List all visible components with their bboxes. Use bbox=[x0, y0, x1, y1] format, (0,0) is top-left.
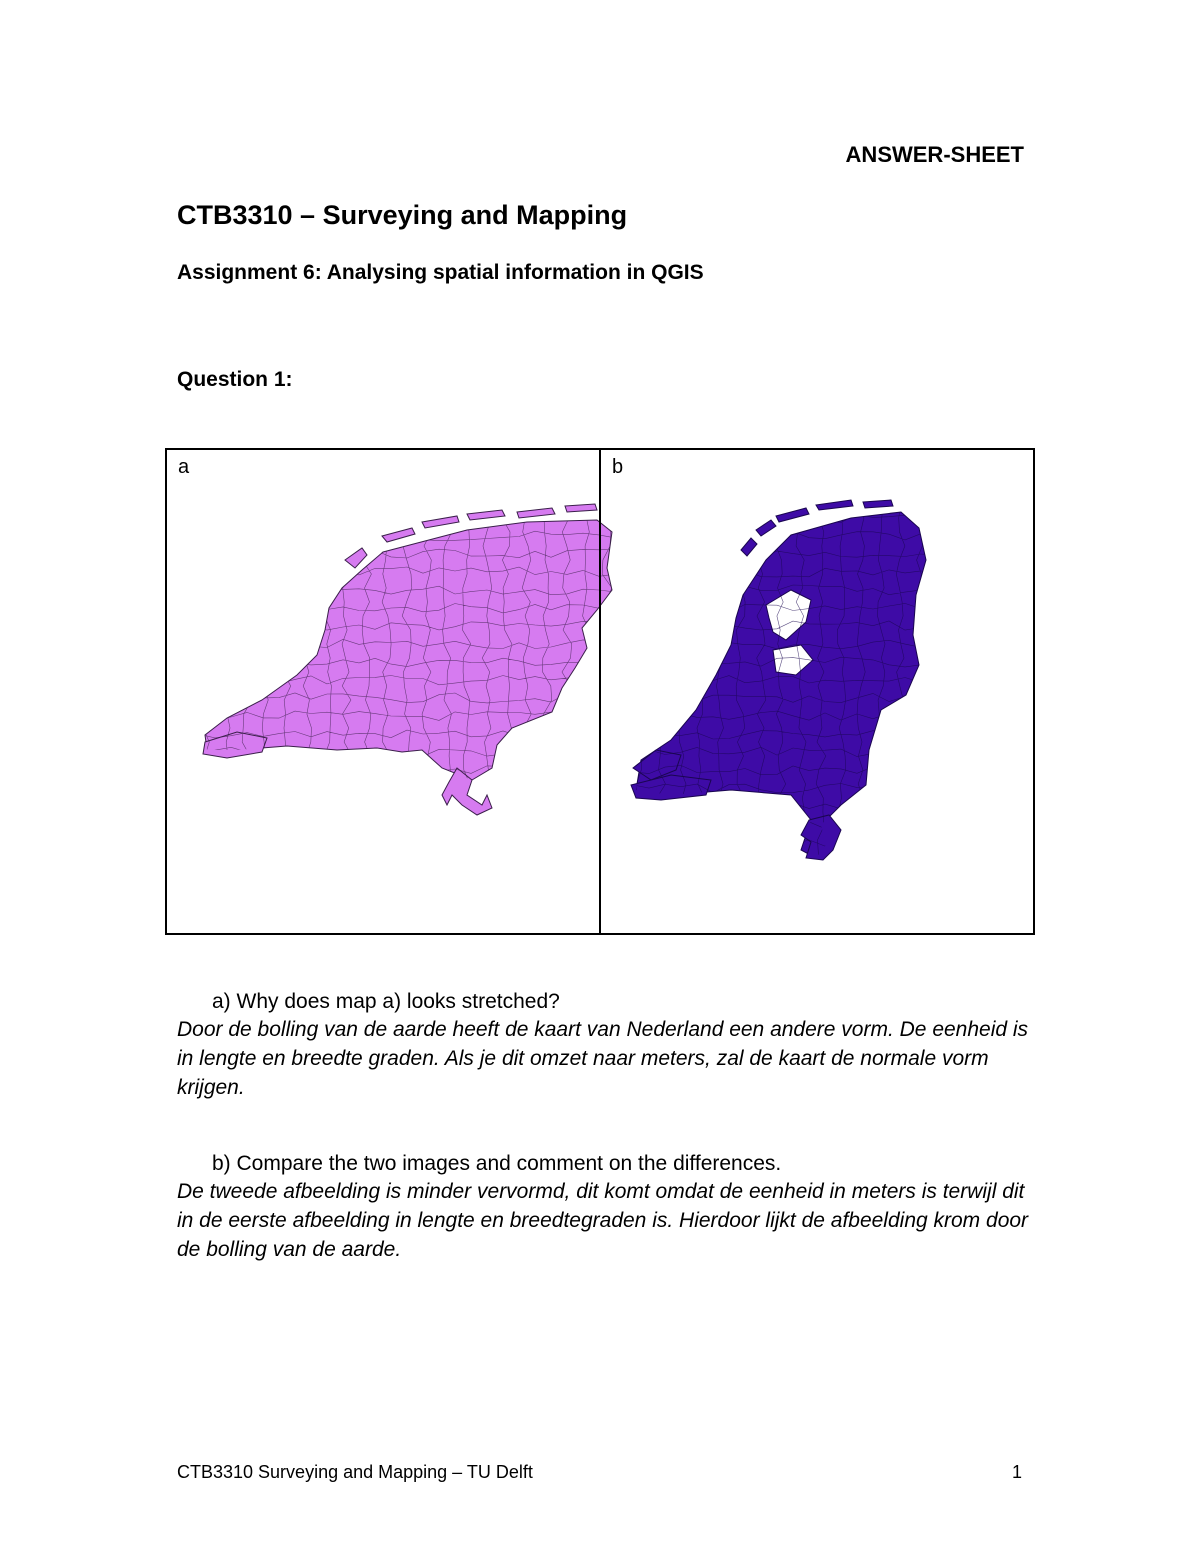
course-title: CTB3310 – Surveying and Mapping bbox=[177, 200, 628, 230]
question-title: Question 1: bbox=[177, 368, 293, 391]
map-b-label: b bbox=[612, 456, 624, 478]
map-a-island bbox=[517, 508, 555, 518]
question-a-text: a) Why does map a) looks stretched? bbox=[212, 990, 560, 1013]
map-b-island bbox=[816, 500, 853, 510]
map-b-limburg bbox=[801, 815, 841, 860]
answer-sheet-label: ANSWER-SHEET bbox=[845, 142, 1024, 167]
map-b-island bbox=[741, 538, 757, 556]
footer-course: CTB3310 Surveying and Mapping – TU Delft bbox=[177, 1462, 533, 1482]
map-b-island bbox=[756, 520, 776, 536]
question-b-text: b) Compare the two images and comment on the differences. bbox=[212, 1152, 782, 1175]
map-a-label: a bbox=[178, 456, 190, 478]
answer-a-text: Door de bolling van de aarde heeft de kaart van Nederland een andere vorm. De eenheid is in lengte en breedte graden. Als je dit omzet naar meters, zal de kaart de normale vorm krijgen. bbox=[177, 1018, 1029, 1099]
map-cell-a bbox=[167, 450, 599, 933]
map-a-island bbox=[422, 516, 459, 528]
assignment-title: Assignment 6: Analysing spatial information in QGIS bbox=[177, 261, 704, 284]
map-b-netherlands-projected bbox=[601, 450, 1015, 933]
map-comparison-table bbox=[165, 448, 1035, 935]
answer-b-text: De tweede afbeelding is minder vervormd, dit komt omdat de eenheid in meters is terwijl dit in de eerste afbeelding in lengte en breedtegraden is. Hierdoor lijkt de afbeelding krom door de bolling van de aarde. bbox=[177, 1180, 1029, 1261]
map-b-island bbox=[863, 500, 893, 508]
map-a-island bbox=[345, 548, 367, 568]
map-a-island bbox=[467, 510, 505, 520]
map-a-netherlands-stretched bbox=[167, 450, 619, 933]
map-b-island bbox=[776, 508, 809, 522]
page-number: 1 bbox=[1011, 1462, 1022, 1482]
map-a-island bbox=[565, 504, 597, 512]
map-b-mainland bbox=[636, 512, 926, 858]
map-a-island bbox=[382, 528, 415, 542]
map-cell-b bbox=[599, 450, 1033, 933]
